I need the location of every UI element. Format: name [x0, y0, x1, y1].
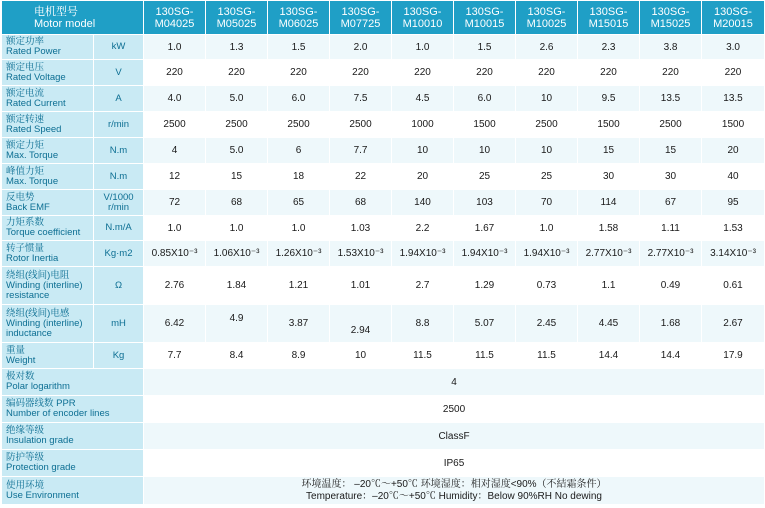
value-cell: 1.5: [268, 35, 330, 60]
span-value: 2500: [144, 396, 765, 423]
value-cell: 4.45: [578, 305, 640, 343]
value-cell: 2.7: [392, 267, 454, 305]
row-label: 峰值力矩 Max. Torque: [2, 164, 94, 190]
value-cell: 7.7: [144, 343, 206, 369]
row-unit: V/1000 r/min: [94, 190, 144, 216]
value-cell: 18: [268, 164, 330, 190]
value-cell: 5.0: [206, 138, 268, 164]
row-unit: N.m: [94, 164, 144, 190]
value-cell: 2.2: [392, 216, 454, 241]
spec-row: [2, 164, 765, 190]
spec-row: [2, 267, 765, 305]
span-value: ClassF: [144, 423, 765, 450]
row-label: 极对数 Polar logarithm: [2, 369, 144, 396]
value-cell: 1.06X10⁻³: [206, 241, 268, 267]
value-cell: 2500: [268, 112, 330, 138]
value-cell: 2.45: [516, 305, 578, 343]
value-cell: 5.07: [454, 305, 516, 343]
value-cell: 2.77X10⁻³: [578, 241, 640, 267]
spec-row: [2, 305, 765, 343]
value-cell: 1.0: [144, 35, 206, 60]
value-cell: 3.8: [640, 35, 702, 60]
value-cell: 1.26X10⁻³: [268, 241, 330, 267]
value-cell: 10: [516, 138, 578, 164]
value-cell: 0.85X10⁻³: [144, 241, 206, 267]
model-header: 130SG- M10010: [392, 1, 454, 35]
value-cell: 2.76: [144, 267, 206, 305]
value-cell: 65: [268, 190, 330, 216]
value-cell: 1500: [702, 112, 765, 138]
value-cell: 220: [640, 60, 702, 86]
value-cell: 11.5: [516, 343, 578, 369]
value-cell: 40: [702, 164, 765, 190]
value-cell: 1.0: [392, 35, 454, 60]
row-label: 防护等级 Protection grade: [2, 450, 144, 477]
row-label: 绝缘等级 Insulation grade: [2, 423, 144, 450]
model-header: 130SG- M04025: [144, 1, 206, 35]
row-label: 额定电压 Rated Voltage: [2, 60, 94, 86]
row-label: 额定力矩 Max. Torque: [2, 138, 94, 164]
value-cell: 1.53: [702, 216, 765, 241]
spec-row: [2, 241, 765, 267]
span-row: [2, 423, 765, 450]
value-cell: 72: [144, 190, 206, 216]
value-cell: 1.5: [454, 35, 516, 60]
value-cell: 10: [516, 86, 578, 112]
value-cell: 12: [144, 164, 206, 190]
span-row: [2, 450, 765, 477]
value-cell: 25: [516, 164, 578, 190]
value-cell: 2500: [330, 112, 392, 138]
value-cell: 15: [578, 138, 640, 164]
row-label: 重量 Weight: [2, 343, 94, 369]
value-cell: 2.77X10⁻³: [640, 241, 702, 267]
value-cell: 3.87: [268, 305, 330, 343]
value-cell: 2500: [206, 112, 268, 138]
value-cell: 14.4: [640, 343, 702, 369]
value-cell: 6.0: [454, 86, 516, 112]
value-cell: 1.94X10⁻³: [516, 241, 578, 267]
row-unit: N.m/A: [94, 216, 144, 241]
row-unit: Kg·m2: [94, 241, 144, 267]
value-cell: 68: [206, 190, 268, 216]
row-label: 绕组(线间)电感 Winding (interline) inductance: [2, 305, 94, 343]
row-label: 额定功率 Rated Power: [2, 35, 94, 60]
motor-model-header: [2, 1, 144, 35]
value-cell: 8.8: [392, 305, 454, 343]
value-cell: 1500: [578, 112, 640, 138]
value-cell: 1.29: [454, 267, 516, 305]
value-cell: 70: [516, 190, 578, 216]
model-header: 130SG- M10025: [516, 1, 578, 35]
row-label: 额定转速 Rated Speed: [2, 112, 94, 138]
span-row: [2, 369, 765, 396]
row-unit: N.m: [94, 138, 144, 164]
value-cell: 2500: [516, 112, 578, 138]
value-cell: 2500: [144, 112, 206, 138]
environment-value: [144, 477, 765, 505]
value-cell: 2.6: [516, 35, 578, 60]
spec-row: [2, 343, 765, 369]
corner-en: Motor model: [34, 17, 96, 30]
value-cell: 1.0: [516, 216, 578, 241]
value-cell: 30: [640, 164, 702, 190]
value-cell: 2.94: [330, 305, 392, 343]
value-cell: 1.67: [454, 216, 516, 241]
row-unit: V: [94, 60, 144, 86]
value-cell: 2.3: [578, 35, 640, 60]
value-cell: 14.4: [578, 343, 640, 369]
spec-row: [2, 112, 765, 138]
motor-spec-table: [1, 0, 765, 505]
value-cell: 10: [330, 343, 392, 369]
value-cell: 20: [392, 164, 454, 190]
value-cell: 6: [268, 138, 330, 164]
value-cell: 10: [392, 138, 454, 164]
model-header: 130SG- M06025: [268, 1, 330, 35]
row-label: 额定电流 Rated Current: [2, 86, 94, 112]
value-cell: 4.9: [206, 305, 268, 343]
value-cell: 1500: [454, 112, 516, 138]
value-cell: 220: [516, 60, 578, 86]
value-cell: 0.49: [640, 267, 702, 305]
value-cell: 25: [454, 164, 516, 190]
value-cell: 220: [578, 60, 640, 86]
spec-row: [2, 60, 765, 86]
value-cell: 1.03: [330, 216, 392, 241]
value-cell: 11.5: [454, 343, 516, 369]
value-cell: 2.67: [702, 305, 765, 343]
value-cell: 17.9: [702, 343, 765, 369]
model-header: 130SG- M20015: [702, 1, 765, 35]
value-cell: 5.0: [206, 86, 268, 112]
value-cell: 1.0: [206, 216, 268, 241]
value-cell: 1.0: [144, 216, 206, 241]
value-cell: 1.94X10⁻³: [392, 241, 454, 267]
value-cell: 8.9: [268, 343, 330, 369]
value-cell: 0.73: [516, 267, 578, 305]
value-cell: 6.42: [144, 305, 206, 343]
value-cell: 1000: [392, 112, 454, 138]
row-unit: mH: [94, 305, 144, 343]
row-unit: Ω: [94, 267, 144, 305]
value-cell: 10: [454, 138, 516, 164]
value-cell: 68: [330, 190, 392, 216]
value-cell: 1.3: [206, 35, 268, 60]
row-label: 编码器线数 PPR Number of encoder lines: [2, 396, 144, 423]
value-cell: 103: [454, 190, 516, 216]
value-cell: 0.61: [702, 267, 765, 305]
value-cell: 3.0: [702, 35, 765, 60]
value-cell: 95: [702, 190, 765, 216]
span-value: 4: [144, 369, 765, 396]
row-label: 转子惯量 Rotor Inertia: [2, 241, 94, 267]
value-cell: 7.7: [330, 138, 392, 164]
value-cell: 1.01: [330, 267, 392, 305]
value-cell: 15: [640, 138, 702, 164]
header-row: [2, 1, 765, 35]
value-cell: 8.4: [206, 343, 268, 369]
value-cell: 1.68: [640, 305, 702, 343]
value-cell: 4.5: [392, 86, 454, 112]
value-cell: 7.5: [330, 86, 392, 112]
value-cell: 140: [392, 190, 454, 216]
span-value: IP65: [144, 450, 765, 477]
model-header: 130SG- M07725: [330, 1, 392, 35]
value-cell: 11.5: [392, 343, 454, 369]
value-cell: 1.0: [268, 216, 330, 241]
value-cell: 2.0: [330, 35, 392, 60]
value-cell: 3.14X10⁻³: [702, 241, 765, 267]
value-cell: 67: [640, 190, 702, 216]
value-cell: 6.0: [268, 86, 330, 112]
model-header: 130SG- M05025: [206, 1, 268, 35]
value-cell: 1.1: [578, 267, 640, 305]
row-unit: A: [94, 86, 144, 112]
value-cell: 1.53X10⁻³: [330, 241, 392, 267]
environment-line-en: Temperature：–20℃～+50℃ Humidity：Below 90%RH No dewing: [306, 490, 602, 502]
value-cell: 220: [144, 60, 206, 86]
model-header: 130SG- M10015: [454, 1, 516, 35]
row-label: 反电势 Back EMF: [2, 190, 94, 216]
value-cell: 20: [702, 138, 765, 164]
value-cell: 2500: [640, 112, 702, 138]
value-cell: 220: [392, 60, 454, 86]
span-row: [2, 396, 765, 423]
value-cell: 4.0: [144, 86, 206, 112]
spec-row: [2, 86, 765, 112]
value-cell: 220: [268, 60, 330, 86]
row-label: 力矩系数 Torque coefficient: [2, 216, 94, 241]
value-cell: 220: [206, 60, 268, 86]
value-cell: 1.21: [268, 267, 330, 305]
spec-row: [2, 35, 765, 60]
value-cell: 220: [454, 60, 516, 86]
value-cell: 220: [330, 60, 392, 86]
value-cell: 15: [206, 164, 268, 190]
value-cell: 4: [144, 138, 206, 164]
value-cell: 1.11: [640, 216, 702, 241]
value-cell: 13.5: [702, 86, 765, 112]
row-label: 绕组(线间)电阻 Winding (interline) resistance: [2, 267, 94, 305]
value-cell: 1.58: [578, 216, 640, 241]
corner-cn: 电机型号: [34, 5, 78, 18]
spec-row: [2, 138, 765, 164]
row-unit: Kg: [94, 343, 144, 369]
row-unit: r/min: [94, 112, 144, 138]
value-cell: 22: [330, 164, 392, 190]
model-header: 130SG- M15025: [640, 1, 702, 35]
spec-row: [2, 216, 765, 241]
value-cell: 114: [578, 190, 640, 216]
row-unit: kW: [94, 35, 144, 60]
spec-row: [2, 190, 765, 216]
environment-row: [2, 477, 765, 505]
value-cell: 1.84: [206, 267, 268, 305]
value-cell: 30: [578, 164, 640, 190]
value-cell: 13.5: [640, 86, 702, 112]
row-label: 使用环境 Use Environment: [2, 477, 144, 505]
value-cell: 1.94X10⁻³: [454, 241, 516, 267]
value-cell: 220: [702, 60, 765, 86]
model-header: 130SG- M15015: [578, 1, 640, 35]
value-cell: 9.5: [578, 86, 640, 112]
environment-line-cn: 环境温度： –20℃～+50℃ 环境湿度：相对湿度<90%（不結霜条件）: [301, 478, 607, 490]
